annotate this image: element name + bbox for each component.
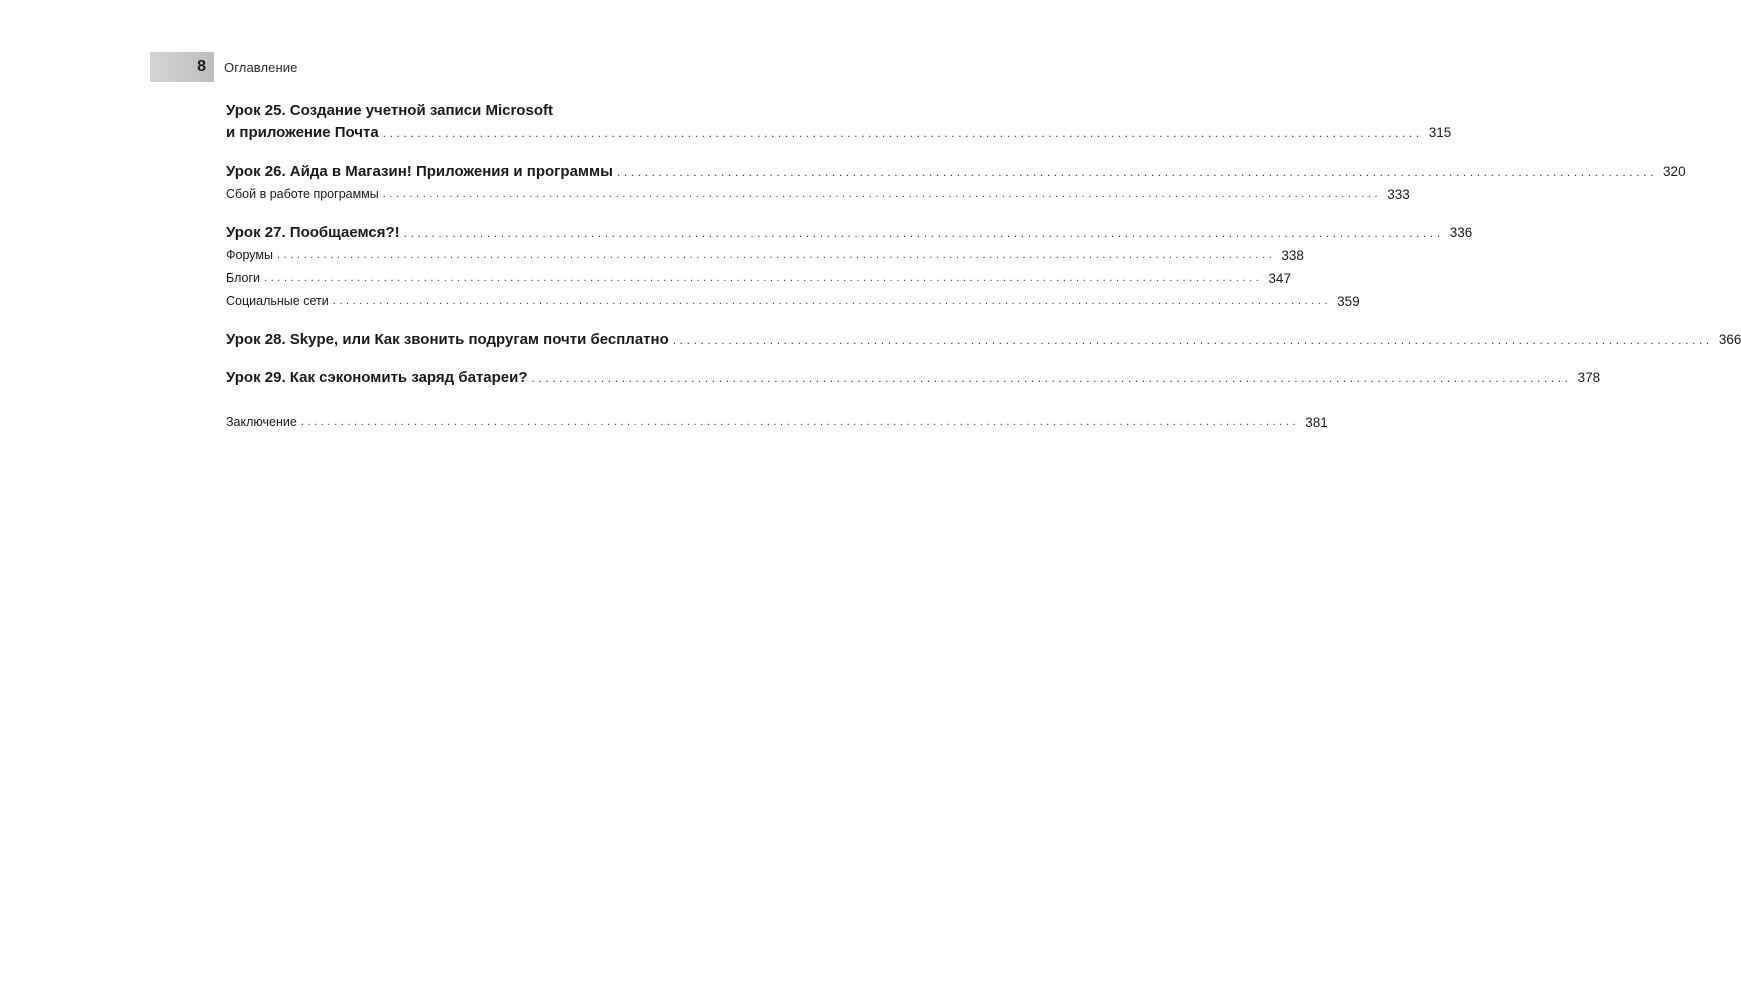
lesson-27-number: Урок 27. xyxy=(226,224,286,241)
subentry-page: 333 xyxy=(1387,187,1410,202)
toc-entry-lesson-25[interactable] xyxy=(226,100,1452,144)
lesson-25-title-continued: и приложение Почта xyxy=(226,124,379,141)
lesson-28-title: Skype, или Как звонить подругам почти бесплатно xyxy=(285,331,669,348)
lesson-29-title: Как сэкономить заряд батареи? xyxy=(285,369,528,386)
subentry-label: Социальные сети xyxy=(226,294,329,308)
lesson-28-page: 366 xyxy=(1718,332,1741,347)
table-of-contents xyxy=(226,100,1741,434)
conclusion-label: Заключение xyxy=(226,415,297,429)
lesson-29-number: Урок 29. xyxy=(226,369,286,386)
lesson-25-number: Урок 25. xyxy=(226,102,286,119)
page-number-tab xyxy=(150,52,214,82)
lesson-29-page: 378 xyxy=(1577,370,1601,385)
lesson-25-page: 315 xyxy=(1428,125,1452,140)
subentry-label: Блоги xyxy=(226,271,260,285)
conclusion-page: 381 xyxy=(1305,415,1328,430)
toc-entry-lesson-26[interactable] xyxy=(226,161,1686,183)
subentry-page: 347 xyxy=(1268,271,1291,286)
toc-entry-lesson-29[interactable] xyxy=(226,367,1601,389)
page-header xyxy=(150,52,297,82)
toc-entry-conclusion[interactable] xyxy=(226,411,1328,434)
running-header-title: Оглавление xyxy=(224,59,298,75)
leader-dots: ...................................................................................................................................................... xyxy=(403,226,1444,240)
toc-subentry[interactable] xyxy=(226,267,1291,290)
subentry-label: Сбой в работе программы xyxy=(226,187,379,201)
leader-dots: ...................................................................................................................................................... xyxy=(264,272,1263,284)
lesson-27-page: 336 xyxy=(1449,225,1473,240)
lesson-26-number: Урок 26. xyxy=(226,163,286,180)
leader-dots: ...................................................................................................................................................... xyxy=(382,126,1423,140)
leader-dots: ...................................................................................................................................................... xyxy=(616,165,1658,179)
lesson-27-title: Пообщаемся?! xyxy=(285,224,400,241)
toc-subentry[interactable] xyxy=(226,290,1360,313)
leader-dots: ...................................................................................................................................................... xyxy=(382,188,1382,200)
lesson-28-number: Урок 28. xyxy=(226,331,286,348)
subentry-page: 359 xyxy=(1337,294,1360,309)
toc-entry-lesson-28[interactable] xyxy=(226,329,1741,351)
page-number: 8 xyxy=(197,58,206,75)
lesson-25-title-line xyxy=(226,100,778,122)
toc-subentry[interactable] xyxy=(226,244,1304,267)
leader-dots: ...................................................................................................................................................... xyxy=(300,416,1300,428)
leader-dots: ...................................................................................................................................................... xyxy=(531,371,1572,385)
lesson-26-title: Айда в Магазин! Приложения и программы xyxy=(285,163,613,180)
toc-entry-lesson-27[interactable] xyxy=(226,222,1473,244)
lesson-25-title: Создание учетной записи Microsoft xyxy=(285,102,553,119)
leader-dots: ...................................................................................................................................................... xyxy=(276,249,1276,261)
toc-subentry[interactable] xyxy=(226,183,1410,206)
lesson-26-page: 320 xyxy=(1663,164,1686,179)
leader-dots: ...................................................................................................................................................... xyxy=(672,333,1713,347)
subentry-page: 338 xyxy=(1281,248,1304,263)
leader-dots: ...................................................................................................................................................... xyxy=(332,295,1332,307)
subentry-label: Форумы xyxy=(226,248,273,262)
